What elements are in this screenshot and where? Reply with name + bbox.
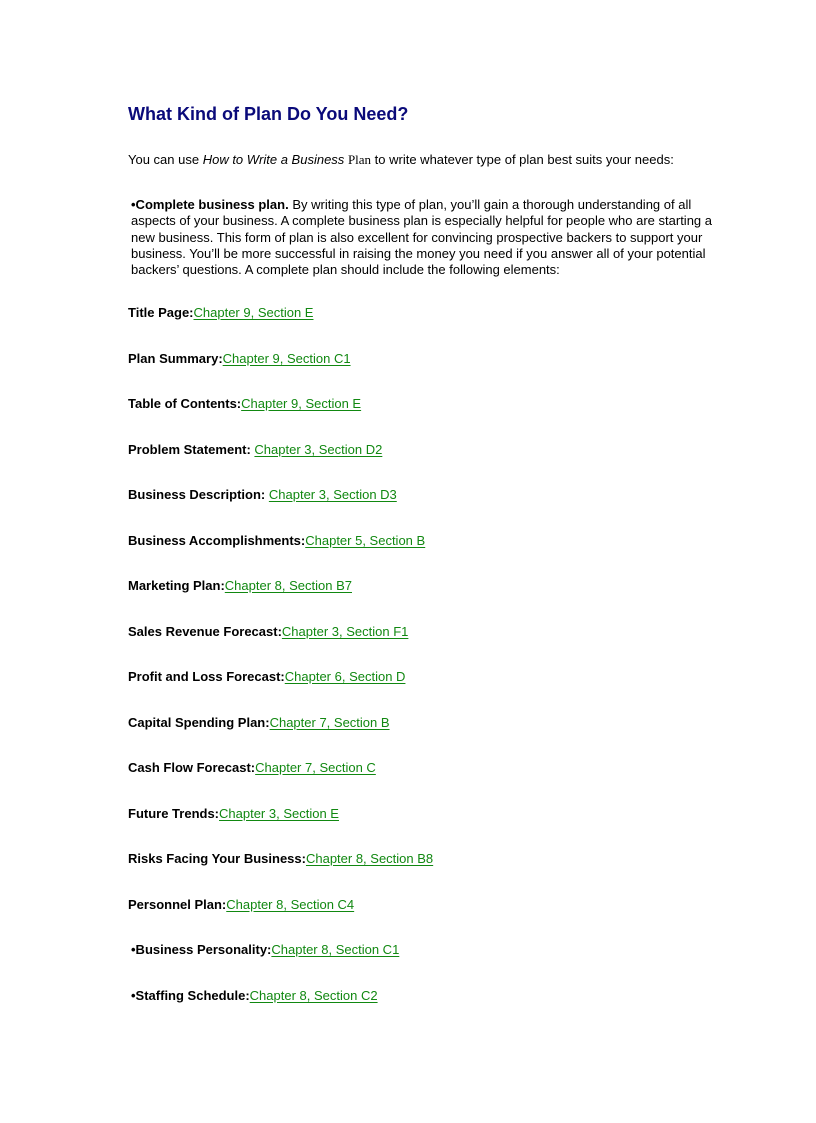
element-cash-flow-forecast: [128, 760, 376, 775]
intro-after: to write whatever type of plan best suits your needs:: [371, 152, 674, 167]
element-profit-loss-forecast: [128, 669, 405, 684]
element-label: Personnel Plan:: [128, 897, 227, 912]
page-title: What Kind of Plan Do You Need?: [128, 104, 409, 124]
element-label: •Business Personality:: [131, 942, 272, 957]
element-label: Plan Summary:: [128, 351, 223, 366]
complete-plan-label: •Complete business plan.: [131, 197, 289, 212]
intro-text: [128, 152, 674, 168]
element-label: Profit and Loss Forecast:: [128, 669, 285, 684]
element-label: Business Description:: [128, 487, 269, 502]
element-link[interactable]: Chapter 9, Section E: [241, 396, 362, 411]
element-table-of-contents: [128, 396, 361, 411]
element-link[interactable]: Chapter 8, Section C4: [226, 897, 355, 912]
element-link[interactable]: Chapter 9, Section E: [193, 305, 314, 320]
element-label: Problem Statement:: [128, 442, 255, 457]
complete-plan-paragraph: [131, 197, 721, 278]
element-link[interactable]: Chapter 8, Section B7: [224, 578, 352, 593]
element-link[interactable]: Chapter 3, Section D3: [268, 487, 397, 502]
element-label: Title Page:: [128, 305, 194, 320]
element-risks: [128, 851, 433, 866]
element-link[interactable]: Chapter 3, Section E: [219, 806, 339, 821]
element-link[interactable]: Chapter 7, Section C: [255, 760, 376, 775]
element-link[interactable]: Chapter 8, Section C2: [249, 988, 378, 1003]
element-label: Cash Flow Forecast:: [128, 760, 256, 775]
intro-before: You can use: [128, 152, 203, 167]
intro-book-title: How to Write a Business: [202, 152, 345, 167]
element-sales-revenue-forecast: [128, 624, 408, 639]
element-personnel-plan: [128, 897, 354, 912]
element-label: Capital Spending Plan:: [128, 715, 270, 730]
element-business-description: [128, 487, 397, 502]
element-link[interactable]: Chapter 8, Section B8: [305, 851, 434, 866]
element-label: Business Accomplishments:: [128, 533, 306, 548]
element-business-accomplishments: [128, 533, 425, 548]
intro-book-plan: Plan: [347, 152, 372, 167]
element-label: Sales Revenue Forecast:: [128, 624, 282, 639]
element-plan-summary: [128, 351, 351, 366]
element-label: Future Trends:: [128, 806, 220, 821]
element-link[interactable]: Chapter 8, Section C1: [271, 942, 400, 957]
complete-plan-text: By writing this type of plan, you’ll gain a thorough understanding of all aspects of your business. A complete business plan is especially helpful for people who are starting a new business. This form of plan is also excellent for convincing prospective backers to support your business. You’ll be more successful in raising the money you need if you answer all of your potential backers’ questions. A complete plan should include the following elements:: [131, 197, 713, 278]
element-label: Marketing Plan:: [128, 578, 225, 593]
element-business-personality: [131, 942, 399, 957]
element-link[interactable]: Chapter 7, Section B: [269, 715, 390, 730]
element-link[interactable]: Chapter 9, Section C1: [222, 351, 351, 366]
element-label: Risks Facing Your Business:: [128, 851, 306, 866]
element-link[interactable]: Chapter 3, Section F1: [281, 624, 409, 639]
element-label: •Staffing Schedule:: [131, 988, 250, 1003]
element-future-trends: [128, 806, 339, 821]
element-capital-spending-plan: [128, 715, 390, 730]
element-link[interactable]: Chapter 5, Section B: [305, 533, 426, 548]
element-problem-statement: [128, 442, 382, 457]
element-link[interactable]: Chapter 6, Section D: [284, 669, 406, 684]
element-marketing-plan: [128, 578, 352, 593]
element-title-page: [128, 305, 313, 320]
element-label: Table of Contents:: [128, 396, 242, 411]
element-link[interactable]: Chapter 3, Section D2: [254, 442, 383, 457]
element-staffing-schedule: [131, 988, 378, 1003]
